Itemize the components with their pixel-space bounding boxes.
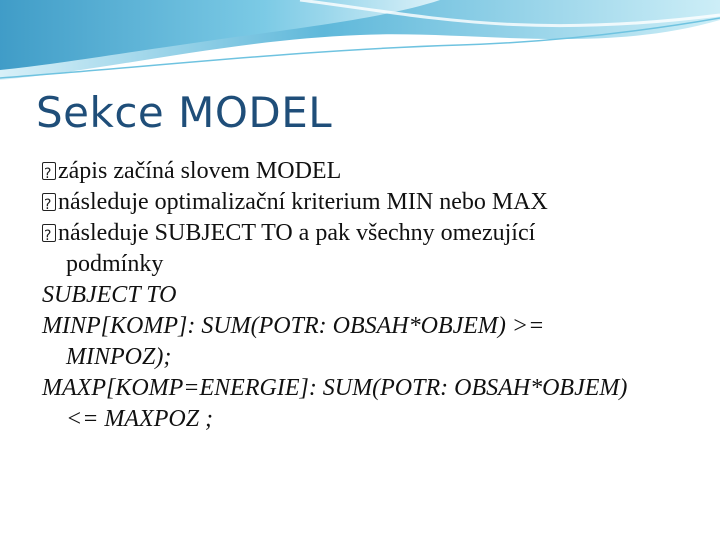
bullet-item xyxy=(42,156,692,187)
missing-glyph-box-icon xyxy=(42,162,56,180)
bullet-text: následuje SUBJECT TO a pak všechny omezující xyxy=(58,220,536,246)
code-continuation: <= MAXPOZ ; xyxy=(66,406,214,432)
missing-glyph-box-icon xyxy=(42,193,56,211)
bullet-text: zápis začíná slovem MODEL xyxy=(58,158,342,184)
code-line: SUBJECT TO xyxy=(42,282,177,308)
code-continuation: MINPOZ); xyxy=(66,344,172,370)
bullet-text: následuje optimalizační kriterium MIN nebo MAX xyxy=(58,189,548,215)
bullet-item xyxy=(42,187,692,218)
code-line: MAXP[KOMP=ENERGIE]: SUM(POTR: OBSAH*OBJEM) xyxy=(42,375,628,401)
code-line: MINP[KOMP]: SUM(POTR: OBSAH*OBJEM) >= xyxy=(42,313,545,339)
bullet-continuation: podmínky xyxy=(66,251,164,277)
slide-content xyxy=(42,156,692,435)
slide-title: Sekce MODEL xyxy=(36,88,333,137)
header-wave-decoration xyxy=(0,0,720,90)
missing-glyph-box-icon xyxy=(42,224,56,242)
bullet-item xyxy=(42,218,692,249)
